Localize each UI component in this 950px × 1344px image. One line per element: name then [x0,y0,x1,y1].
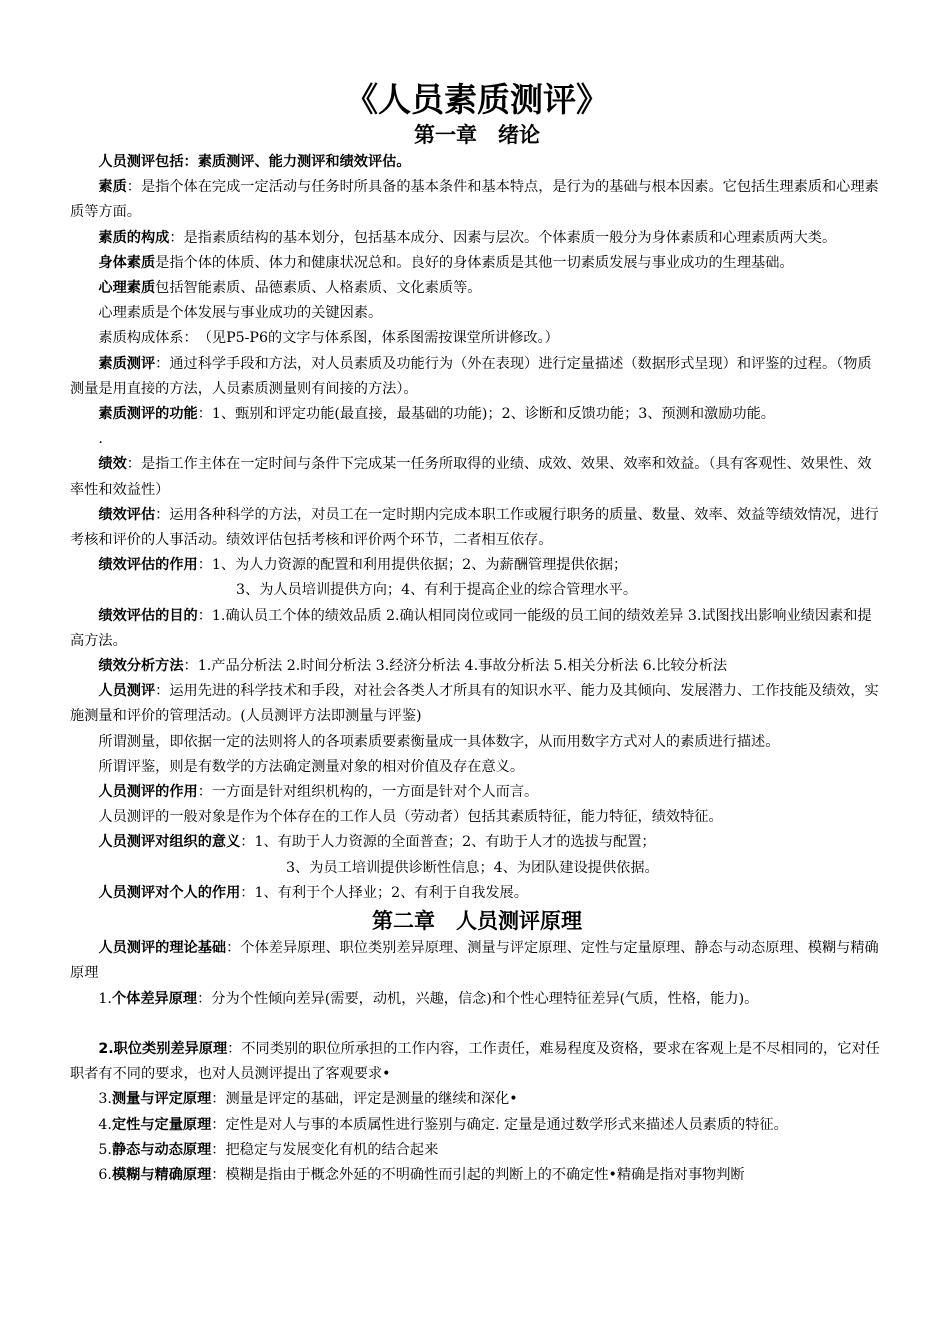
paragraph [70,301,884,326]
term: 素质 [98,179,127,196]
paragraph-text: 所谓测量，即依据一定的法则将人的各项素质要素衡量成一具体数字，从而用数字方式对人的素质进行描述。 [98,733,780,750]
principle-paragraph [70,987,884,1012]
paragraph-text: 心理素质是个体发展与事业成功的关键因素。 [98,305,383,322]
paragraph-text: 素质构成体系： （见P5-P6的文字与体系图，体系图需按课堂所讲修改。） [98,330,559,347]
paragraph [70,604,884,654]
term: 测量与评定原理 [111,1091,212,1108]
paragraph-text: . [98,431,103,448]
principle-paragraph [70,1138,884,1163]
paragraph [70,427,884,452]
paragraph-text: ：运用先进的科学技术和手段，对社会各类人才所具有的知识水平、能力及其倾向、发展潜力、工作技能及绩效，实施测量和评价的管理活动。(人员测评方法即测量与评鉴) [70,683,879,725]
paragraph-text: ：是指个体在完成一定活动与任务时所具备的基本条件和基本特点，是行为的基础与根本因素。它包括生理素质和心理素质等方面。 [70,179,879,221]
chapter-2-body [70,936,884,1188]
term: 定性与定量原理 [111,1116,212,1133]
paragraph [70,402,884,427]
chapter-1-heading: 第一章 绪论 [414,123,540,147]
paragraph-text: ：1、有助于人力资源的全面普查；2、有助于人才的选拔与配置； [240,834,656,851]
term: 职位类别差异原理 [113,1040,228,1057]
paragraph-text: ：1.确认员工个体的绩效品质 2.确认相同岗位或同一能级的员工间的绩效差异 3.试图找出影响业绩因素和提高方法。 [70,607,872,649]
paragraph [70,553,884,578]
term: 身体素质 [98,254,156,271]
paragraph-text: 是指个体的体质、体力和健康状况总和。良好的身体素质是其他一切素质发展与事业成功的生理基础。 [155,254,794,271]
paragraph-text: ：分为个性倾向差异(需要，动机，兴趣，信念)和个性心理特征差异(气质，性格，能力)。 [197,990,759,1007]
paragraph-text: ：个体差异原理、职位类别差异原理、测量与评定原理、定性与定量原理、静态与动态原理、模糊与精确原理 [70,940,879,982]
paragraph [70,452,884,502]
paragraph-text: ：1.产品分析法 2.时间分析法 3.经济分析法 4.事故分析法 5.相关分析法 6.比较分析法 [183,658,728,675]
principle-number: 5. [98,1141,112,1158]
blank-line [70,1012,884,1037]
term: 心理素质 [98,280,156,297]
paragraph [70,679,884,729]
chapter-1-body [70,150,884,906]
paragraph-text: ：把稳定与发展变化有机的结合起来 [211,1141,439,1158]
principle-number: 6. [98,1166,112,1183]
term: 人员测评的作用 [98,784,198,801]
term: 人员测评 [98,683,156,700]
paragraph [70,856,884,881]
paragraph-text: 3、为员工培训提供诊断性信息；4、为团队建设提供依据。 [286,859,659,876]
term: 素质的构成 [98,229,170,246]
term: 素质测评 [98,355,156,372]
paragraph [70,578,884,603]
term: 人员测评对个人的作用 [98,884,241,901]
paragraph [70,352,884,402]
paragraph-text: ：1、有利于个人择业；2、有利于自我发展。 [240,884,528,901]
paragraph-text: ：1、为人力资源的配置和利用提供依据；2、为薪酬管理提供依据； [197,557,628,574]
term: 人员测评包括：素质测评、能力测评和绩效评估。 [98,154,411,170]
paragraph-text: ：不同类别的职位所承担的工作内容，工作责任，难易程度及资格，要求在客观上是不尽相同的，它对任职者有不同的要求，也对人员测评提出了客观要求• [70,1040,880,1083]
term: 个体差异原理 [111,990,198,1007]
paragraph [70,780,884,805]
paragraph-text: ：模糊是指由于概念外延的不明确性而引起的判断上的不确定性•精确是指对事物判断 [211,1166,745,1183]
paragraph-text: ：一方面是针对组织机构的，一方面是针对个人而言。 [197,784,539,801]
paragraph-text: ：通过科学手段和方法，对人员素质及功能行为（外在表现）进行定量描述（数据形式呈现）和评鉴的过程。（物质测量是用直接的方法，人员素质测量则有间接的方法）。 [70,355,872,397]
paragraph-text: ：定性是对人与事的本质属性进行鉴别与确定. 定量是通过数学形式来描述人员素质的特征。 [211,1116,788,1133]
term: 绩效 [98,456,127,473]
principle-paragraph [70,1113,884,1138]
principle-paragraph [70,1087,884,1112]
paragraph [70,251,884,276]
paragraph [70,326,884,351]
paragraph-text: 所谓评鉴，则是有数学的方法确定测量对象的相对价值及存在意义。 [98,758,525,775]
term: 静态与动态原理 [111,1141,212,1158]
paragraph [70,730,884,755]
paragraph [70,150,884,175]
paragraph-text: ：是指素质结构的基本划分，包括基本成分、因素与层次。个体素质一般分为身体素质和心理素质两大类。 [169,229,837,246]
principle-number: 3. [98,1091,112,1108]
paragraph [70,175,884,225]
paragraph [70,503,884,553]
paragraph-text: 人员测评的一般对象是作为个体存在的工作人员（劳动者）包括其素质特征，能力特征，绩效特征。 [98,809,723,826]
paragraph [70,226,884,251]
term: 人员测评的理论基础 [98,940,227,957]
paragraph [70,830,884,855]
paragraph [70,805,884,830]
paragraph [70,755,884,780]
term: 模糊与精确原理 [111,1166,212,1183]
paragraph [70,881,884,906]
paragraph [70,654,884,679]
term: 绩效评估的作用 [98,557,198,574]
principle-paragraph [70,1163,884,1188]
term: 绩效评估的目的 [98,607,198,624]
principle-number: 4. [98,1116,112,1133]
paragraph-text: 包括智能素质、品德素质、人格素质、文化素质等。 [155,280,482,297]
principle-number: 2. [98,1040,114,1057]
paragraph-text: ：1、甄别和评定功能(最直接，最基础的功能)；2、诊断和反馈功能；3、预测和激励功能。 [197,406,775,423]
principle-paragraph [70,936,884,986]
term: 人员测评对组织的意义 [98,834,241,851]
chapter-2-heading: 第二章 人员测评原理 [372,909,582,934]
document-title: 《人员素质测评》 [345,80,609,119]
principle-paragraph [70,1037,884,1087]
paragraph-text: ：测量是评定的基础，评定是测量的继续和深化• [211,1091,518,1108]
principle-number: 1. [98,990,112,1007]
paragraph [70,276,884,301]
term: 绩效分析方法 [98,658,184,675]
term: 绩效评估 [98,506,156,523]
paragraph-text: ：运用各种科学的方法，对员工在一定时期内完成本职工作或履行职务的质量、数量、效率、效益等绩效情况，进行考核和评价的人事活动。绩效评估包括考核和评价两个环节，二者相互依存。 [70,506,879,549]
paragraph-text: ：是指工作主体在一定时间与条件下完成某一任务所取得的业绩、成效、效果、效率和效益。（具有客观性、效果性、效率性和效益性） [70,456,872,498]
paragraph-text: 3、为人员培训提供方向；4、有利于提高企业的综合管理水平。 [236,582,638,599]
term: 素质测评的功能 [98,406,198,423]
